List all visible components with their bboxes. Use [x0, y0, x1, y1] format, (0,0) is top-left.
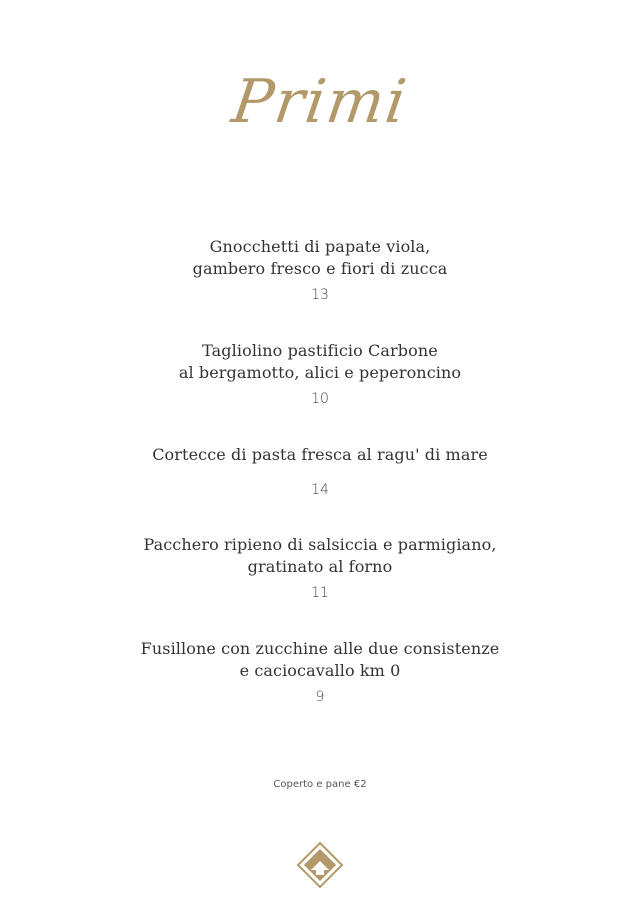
menu-item-name-line1: Gnocchetti di papate viola, — [209, 237, 431, 256]
menu-item-price: 11 — [311, 585, 329, 601]
page-title: Primi — [227, 67, 413, 137]
menu-item-name-line2: al bergamotto, alici e peperoncino — [178, 363, 462, 382]
menu-item-price: 10 — [311, 391, 329, 407]
menu-item-name-line2: gambero fresco e fiori di zucca — [192, 259, 448, 278]
menu-item — [0, 638, 640, 705]
menu-item — [0, 340, 640, 407]
menu-item — [0, 534, 640, 601]
cover-charge-note: Coperto e pane €2 — [273, 779, 367, 790]
menu-item-name-line2: e caciocavallo km 0 — [239, 661, 401, 680]
menu-item-price: 14 — [311, 482, 329, 498]
menu-item — [0, 236, 640, 303]
menu-item-name-line1: Pacchero ripieno di salsiccia e parmigiano, — [143, 535, 497, 554]
menu-item-name-line1: Cortecce di pasta fresca al ragu' di mare — [152, 445, 488, 464]
menu-item-name-line2: gratinato al forno — [247, 557, 393, 576]
menu-item-price: 9 — [315, 689, 325, 705]
menu-item-price: 13 — [311, 287, 329, 303]
menu-item-name-line1: Fusillone con zucchine alle due consistenze — [140, 639, 500, 658]
menu-item — [0, 444, 640, 498]
menu-item-name-line1: Tagliolino pastificio Carbone — [202, 341, 438, 360]
diamond-roof-logo-icon — [296, 841, 344, 889]
